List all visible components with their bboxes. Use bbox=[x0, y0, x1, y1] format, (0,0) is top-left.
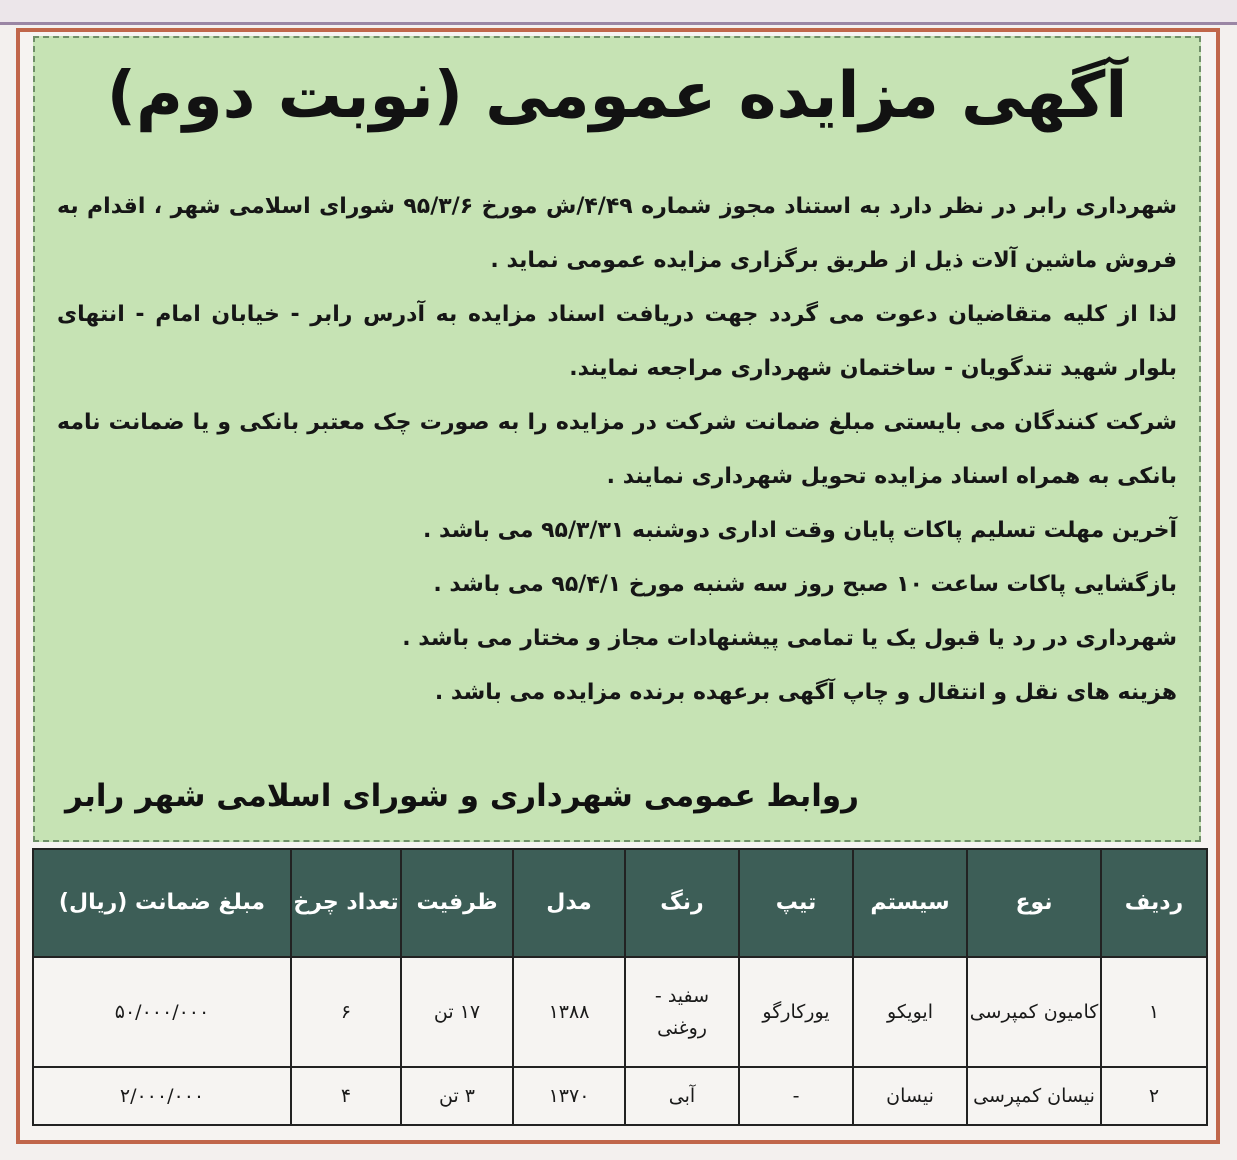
paragraph-rights: شهرداری در رد یا قبول یک یا تمامی پیشنهادات مجاز و مختار می باشد . bbox=[402, 626, 1177, 651]
cell-type: کامیون کمپرسی bbox=[967, 957, 1101, 1067]
cell-tip: یورکارگو bbox=[739, 957, 853, 1067]
table-row bbox=[33, 957, 1207, 1067]
table-header-row bbox=[33, 849, 1207, 957]
table-row bbox=[33, 1067, 1207, 1125]
cell-capacity: ۱۷ تن bbox=[401, 957, 513, 1067]
notice-title: آگهی مزایده عمومی (نوبت دوم) bbox=[106, 59, 1128, 133]
paragraph-guarantee: شرکت کنندگان می بایستی مبلغ ضمانت شرکت در مزایده را به صورت چک معتبر بانکی و یا ضمانت نامه بانکی به همراه اسناد مزایده تحویل شهرداری نمایند . bbox=[57, 410, 1177, 489]
cell-color: آبی bbox=[625, 1067, 739, 1125]
header-tip: تیپ bbox=[739, 849, 853, 957]
header-capacity: ظرفیت bbox=[401, 849, 513, 957]
paragraph-deadline: آخرین مهلت تسلیم پاکات پایان وقت اداری دوشنبه ۹۵/۳/۳۱ می باشد . bbox=[423, 518, 1177, 543]
top-edge-strip bbox=[0, 0, 1237, 25]
header-guarantee: مبلغ ضمانت (ریال) bbox=[33, 849, 291, 957]
header-model: مدل bbox=[513, 849, 625, 957]
header-color: رنگ bbox=[625, 849, 739, 957]
paragraph-intro: شهرداری رابر در نظر دارد به استناد مجوز شماره ۴/۴۹/ش مورخ ۹۵/۳/۶ شورای اسلامی شهر ، اقدام به فروش ماشین آلات ذیل از طریق برگزاری مزایده عمومی نماید . bbox=[57, 194, 1177, 273]
notice-body bbox=[57, 180, 1177, 720]
cell-system: نیسان bbox=[853, 1067, 967, 1125]
cell-model: ۱۳۸۸ bbox=[513, 957, 625, 1067]
cell-capacity: ۳ تن bbox=[401, 1067, 513, 1125]
machinery-table bbox=[32, 848, 1208, 1126]
cell-wheels: ۶ bbox=[291, 957, 401, 1067]
cell-tip: - bbox=[739, 1067, 853, 1125]
notice-signature: روابط عمومی شهرداری و شورای اسلامی شهر رابر bbox=[65, 778, 860, 814]
header-row-number: ردیف bbox=[1101, 849, 1207, 957]
cell-system: ایویکو bbox=[853, 957, 967, 1067]
notice-panel bbox=[33, 36, 1201, 842]
header-wheels: تعداد چرخ bbox=[291, 849, 401, 957]
paragraph-costs: هزینه های نقل و انتقال و چاپ آگهی برعهده برنده مزایده می باشد . bbox=[434, 680, 1177, 705]
header-type: نوع bbox=[967, 849, 1101, 957]
cell-row-number: ۱ bbox=[1101, 957, 1207, 1067]
paragraph-opening: بازگشایی پاکات ساعت ۱۰ صبح روز سه شنبه مورخ ۹۵/۴/۱ می باشد . bbox=[433, 572, 1177, 597]
cell-model: ۱۳۷۰ bbox=[513, 1067, 625, 1125]
paragraph-address: لذا از کلیه متقاضیان دعوت می گردد جهت دریافت اسناد مزایده به آدرس رابر - خیابان امام - انتهای بلوار شهید تندگویان - ساختمان شهرداری مراجعه نمایند. bbox=[57, 302, 1177, 381]
cell-type: نیسان کمپرسی bbox=[967, 1067, 1101, 1125]
cell-row-number: ۲ bbox=[1101, 1067, 1207, 1125]
cell-guarantee: ۲/۰۰۰/۰۰۰ bbox=[33, 1067, 291, 1125]
cell-guarantee: ۵۰/۰۰۰/۰۰۰ bbox=[33, 957, 291, 1067]
cell-color: سفید - روغنی bbox=[625, 957, 739, 1067]
cell-wheels: ۴ bbox=[291, 1067, 401, 1125]
header-system: سیستم bbox=[853, 849, 967, 957]
